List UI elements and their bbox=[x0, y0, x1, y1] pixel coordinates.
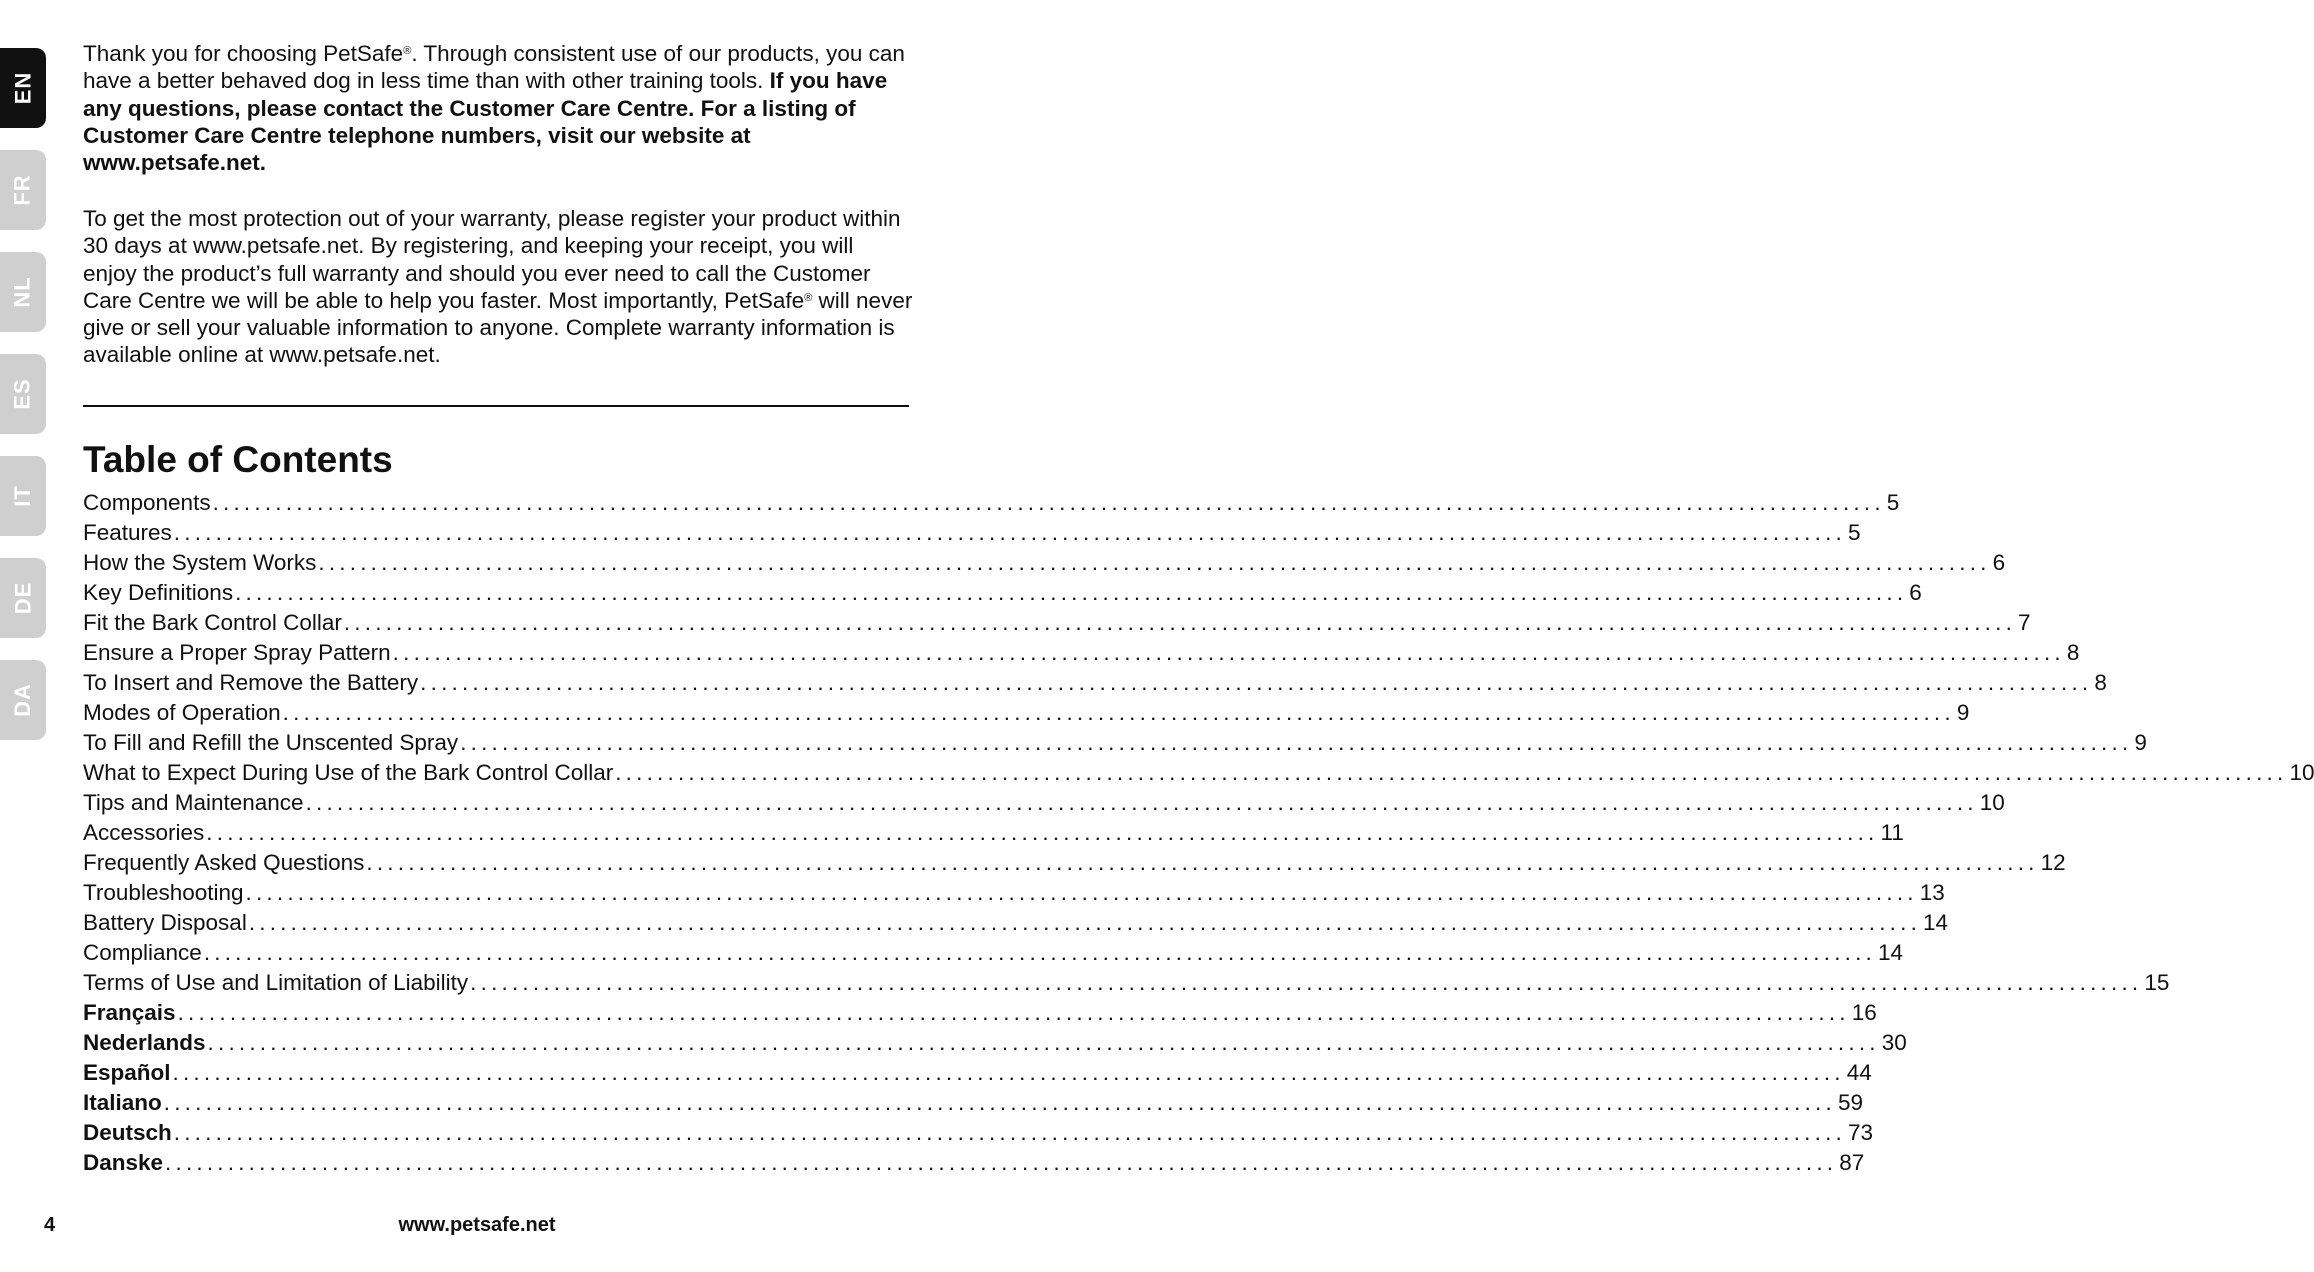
toc-entry-title: Troubleshooting bbox=[83, 880, 244, 905]
language-tab-it[interactable] bbox=[0, 456, 46, 536]
toc-entry-page: 5 bbox=[1848, 520, 1861, 545]
toc-entry-title: Terms of Use and Limitation of Liability bbox=[83, 970, 469, 995]
toc-entry-page: 10 bbox=[2289, 760, 2314, 785]
toc-entry bbox=[83, 608, 2031, 638]
toc-entry-title: Compliance bbox=[83, 940, 202, 965]
toc-entry-page: 11 bbox=[1880, 820, 1904, 845]
toc-entry bbox=[83, 818, 1904, 848]
toc-leader-dots: ................................................................................................................................................................ bbox=[248, 910, 1922, 935]
toc-entry bbox=[83, 908, 1949, 938]
toc-entry-title: Fit the Bark Control Collar bbox=[83, 610, 342, 635]
intro-text: Thank you for choosing PetSafe bbox=[83, 41, 404, 66]
toc-entry-title: Deutsch bbox=[83, 1120, 172, 1145]
toc-entry bbox=[83, 938, 1904, 968]
toc-entry-title: To Fill and Refill the Unscented Spray bbox=[83, 730, 459, 755]
toc-entry-title: What to Expect During Use of the Bark Control Collar bbox=[83, 760, 614, 785]
language-tab-fr[interactable] bbox=[0, 150, 46, 230]
toc-entry bbox=[83, 878, 1945, 908]
toc-entry-page: 9 bbox=[2134, 730, 2147, 755]
toc-leader-dots: ................................................................................................................................................................ bbox=[173, 1120, 1846, 1145]
toc-entry-page: 16 bbox=[1851, 1000, 1877, 1025]
toc-leader-dots: ................................................................................................................................................................ bbox=[615, 760, 2288, 785]
toc-entry bbox=[83, 1148, 1865, 1178]
warranty-text: To get the most protection out of your warranty, please register your product within 30 days at www.petsafe.net. By registering, and keeping your receipt, you will enjoy the product’s full warranty and should you ever need to call the Customer Care Centre we will be able to help you faster. Most importantly, PetSafe bbox=[83, 206, 901, 313]
toc-leader-dots: ................................................................................................................................................................ bbox=[343, 610, 2017, 635]
toc-entry-title: Features bbox=[83, 520, 172, 545]
language-tab-label: DA bbox=[10, 683, 35, 717]
toc-entry-title: Key Definitions bbox=[83, 580, 234, 605]
toc-entry-page: 30 bbox=[1881, 1030, 1907, 1055]
language-tab-label: NL bbox=[9, 276, 35, 308]
toc-entry-page: 15 bbox=[2144, 970, 2170, 995]
toc-entry-page: 7 bbox=[2018, 610, 2031, 635]
toc-entry-title: Nederlands bbox=[83, 1030, 206, 1055]
toc-leader-dots: ................................................................................................................................................................ bbox=[282, 700, 1955, 725]
warranty-text: will never give or sell your valuable information to anyone. Complete warranty information is available online at www.petsafe.net. bbox=[83, 287, 913, 368]
contact-notice: If you have any questions, please contact the Customer Care Centre. For a listing of Customer Care Centre telephone numbers, visit our website at www.petsafe.net. bbox=[83, 68, 888, 176]
toc-entry bbox=[83, 1028, 1907, 1058]
registered-mark: ® bbox=[804, 291, 813, 304]
toc-leader-dots: ................................................................................................................................................................ bbox=[366, 850, 2039, 875]
toc-entry-title: How the System Works bbox=[83, 550, 317, 575]
footer-url: www.petsafe.net bbox=[398, 1214, 556, 1236]
toc-leader-dots: ................................................................................................................................................................ bbox=[460, 730, 2133, 755]
toc-entry-title: Modes of Operation bbox=[83, 700, 281, 725]
toc-entry-page: 59 bbox=[1837, 1090, 1863, 1115]
toc-entry-page: 8 bbox=[2066, 640, 2080, 665]
language-tab-da[interactable] bbox=[0, 660, 46, 740]
toc-leader-dots: ................................................................................................................................................................ bbox=[173, 520, 1846, 545]
toc-entry-title: Español bbox=[83, 1060, 171, 1085]
toc-entry-page: 8 bbox=[2094, 670, 2107, 695]
toc-leader-dots: ................................................................................................................................................................ bbox=[203, 940, 1877, 965]
toc-entry-title: Frequently Asked Questions bbox=[83, 850, 365, 875]
language-tab-label: IT bbox=[10, 485, 35, 507]
registered-mark: ® bbox=[403, 45, 412, 57]
section-divider bbox=[83, 405, 909, 407]
toc-leader-dots: ................................................................................................................................................................ bbox=[212, 490, 1885, 515]
toc-leader-dots: ................................................................................................................................................................ bbox=[163, 1090, 1836, 1115]
toc-entry-page: 14 bbox=[1923, 910, 1949, 935]
toc-entry bbox=[83, 758, 2314, 788]
toc-entry-title: Ensure a Proper Spray Pattern bbox=[83, 640, 391, 665]
language-tab-es[interactable] bbox=[0, 354, 46, 434]
toc-leader-dots: ................................................................................................................................................................ bbox=[206, 820, 1879, 845]
toc-leader-dots: ................................................................................................................................................................ bbox=[420, 670, 2093, 695]
toc-entry-title: Accessories bbox=[83, 820, 205, 845]
toc-entry-page: 13 bbox=[1919, 880, 1945, 905]
toc-entry-page: 6 bbox=[1992, 550, 2006, 575]
toc-leader-dots: ................................................................................................................................................................ bbox=[245, 880, 1918, 905]
toc-entry-page: 9 bbox=[1956, 700, 1970, 725]
toc-entry bbox=[83, 998, 1877, 1028]
toc-entry-title: Français bbox=[83, 1000, 176, 1025]
toc-leader-dots: ................................................................................................................................................................ bbox=[165, 1150, 1838, 1175]
toc-entry-page: 14 bbox=[1878, 940, 1904, 965]
toc-entry bbox=[83, 1058, 1872, 1088]
toc-entry-page: 73 bbox=[1847, 1120, 1874, 1145]
toc-leader-dots: ................................................................................................................................................................ bbox=[305, 790, 1978, 815]
toc-entry-page: 44 bbox=[1846, 1060, 1872, 1085]
toc-entry-page: 87 bbox=[1839, 1150, 1865, 1175]
language-tab-label: ES bbox=[9, 378, 35, 410]
language-tab-label: DE bbox=[10, 581, 35, 615]
toc-leader-dots: ................................................................................................................................................................ bbox=[172, 1060, 1845, 1085]
toc-entry-page: 10 bbox=[1979, 790, 2005, 815]
toc-entry bbox=[83, 488, 1900, 518]
toc-entry bbox=[83, 848, 2066, 878]
toc-entry bbox=[83, 548, 2006, 578]
toc-entry-title: Danske bbox=[83, 1150, 164, 1175]
toc-entry-title: To Insert and Remove the Battery bbox=[83, 670, 419, 695]
toc-entry bbox=[83, 698, 1970, 728]
toc-entry bbox=[83, 578, 1922, 608]
toc-entry bbox=[83, 728, 2147, 758]
language-tab-label: EN bbox=[10, 71, 35, 105]
toc-entry-page: 6 bbox=[1909, 580, 1922, 605]
toc-list bbox=[83, 488, 2314, 1178]
toc-entry bbox=[83, 518, 1861, 548]
language-tab-de[interactable] bbox=[0, 558, 46, 638]
toc-entry-title: Italiano bbox=[83, 1090, 162, 1115]
toc-leader-dots: ................................................................................................................................................................ bbox=[207, 1030, 1880, 1055]
warranty-paragraph bbox=[83, 205, 913, 369]
language-tab-en[interactable] bbox=[0, 48, 46, 128]
toc-entry-title: Components bbox=[83, 490, 211, 515]
toc-entry-page: 5 bbox=[1886, 490, 1900, 515]
toc-entry-title: Tips and Maintenance bbox=[83, 790, 304, 815]
intro-paragraph bbox=[83, 40, 913, 176]
toc-entry bbox=[83, 668, 2107, 698]
toc-leader-dots: ................................................................................................................................................................ bbox=[177, 1000, 1850, 1025]
toc-entry bbox=[83, 968, 2170, 998]
toc-leader-dots: ................................................................................................................................................................ bbox=[318, 550, 1991, 575]
toc-entry bbox=[83, 638, 2080, 668]
language-tab-label: FR bbox=[9, 174, 35, 206]
toc-leader-dots: ................................................................................................................................................................ bbox=[470, 970, 2143, 995]
page-number: 4 bbox=[44, 1214, 56, 1236]
intro-text: . Through consistent use of our products, you can have a better behaved dog in less time than with other training tools. bbox=[83, 41, 905, 94]
toc-entry bbox=[83, 788, 2005, 818]
toc-entry bbox=[83, 1118, 1874, 1148]
language-tab-nl[interactable] bbox=[0, 252, 46, 332]
toc-entry bbox=[83, 1088, 1863, 1118]
toc-title: Table of Contents bbox=[83, 439, 393, 480]
toc-entry-title: Battery Disposal bbox=[83, 910, 247, 935]
toc-leader-dots: ................................................................................................................................................................ bbox=[235, 580, 1908, 605]
toc-entry-page: 12 bbox=[2040, 850, 2066, 875]
toc-leader-dots: ................................................................................................................................................................ bbox=[392, 640, 2065, 665]
